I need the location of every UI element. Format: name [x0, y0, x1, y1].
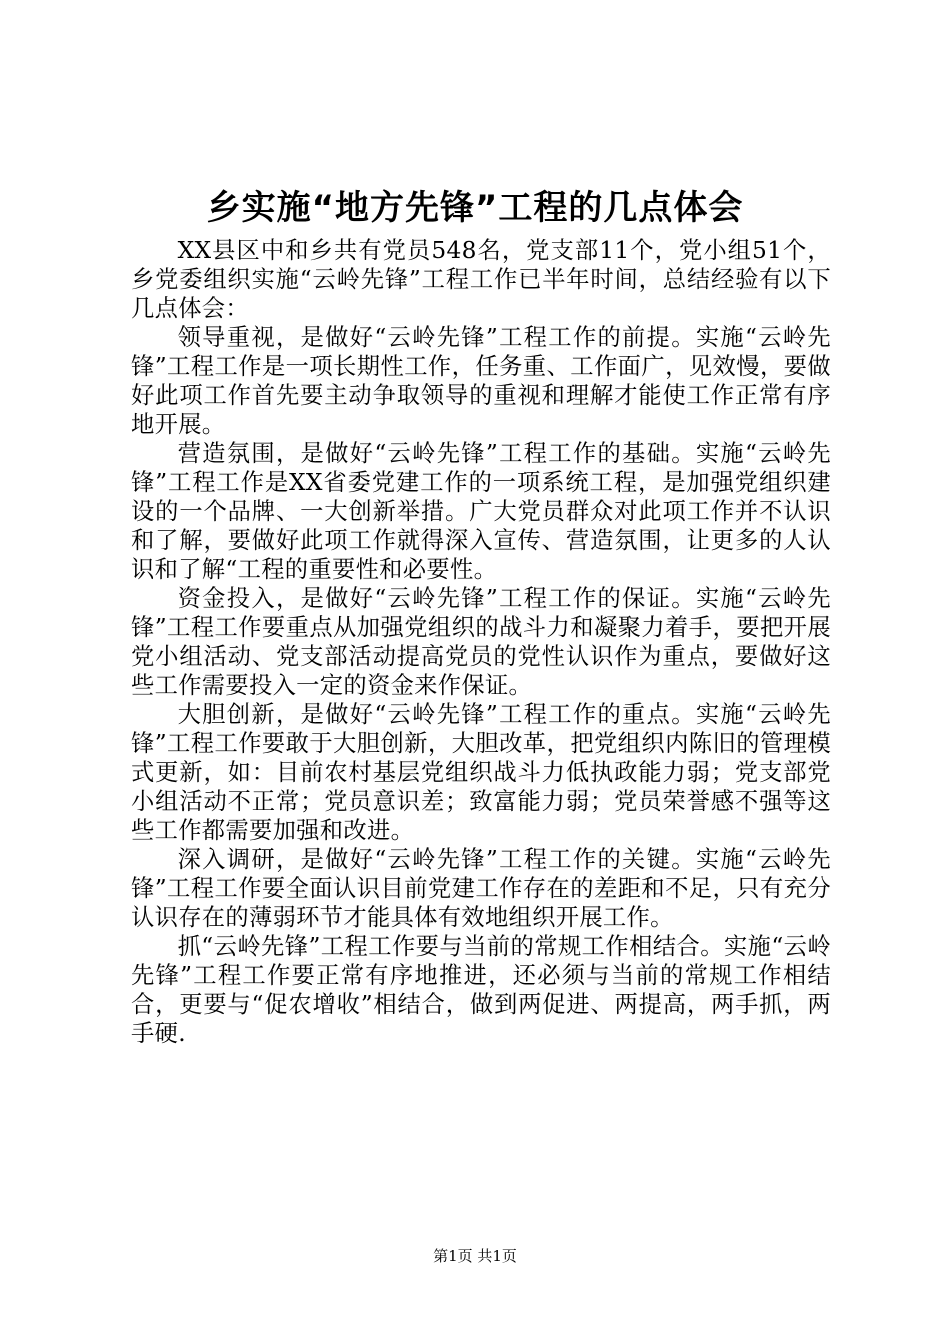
- paragraph-intro: XX县区中和乡共有党员548名，党支部11个，党小组51个，乡党委组织实施“云岭先锋”工程工作已半年时间，总结经验有以下几点体会：: [131, 237, 831, 322]
- paragraph-leadership: 领导重视，是做好“云岭先锋”工程工作的前提。实施“云岭先锋”工程工作是一项长期性工作，任务重、工作面广，见效慢，要做好此项工作首先要主动争取领导的重视和理解才能使工作正常有序地开展。: [131, 324, 831, 438]
- page-footer: 第1页 共1页: [433, 1247, 517, 1265]
- paragraph-integration: 抓“云岭先锋”工程工作要与当前的常规工作相结合。实施“云岭先锋”工程工作要正常有序地推进，还必须与当前的常规工作相结合，更要与“促农增收”相结合，做到两促进、两提高，两手抓，两手硬.: [131, 933, 831, 1047]
- paragraph-innovation: 大胆创新，是做好“云岭先锋”工程工作的重点。实施“云岭先锋”工程工作要敢于大胆创新，大胆改革，把党组织内陈旧的管理模式更新，如：目前农村基层党组织战斗力低执政能力弱；党支部党小组活动不正常；党员意识差；致富能力弱；党员荣誉感不强等这些工作都需要加强和改进。: [131, 701, 831, 844]
- document-title: 乡实施“地方先锋”工程的几点体会: [206, 188, 744, 228]
- paragraph-research: 深入调研，是做好“云岭先锋”工程工作的关键。实施“云岭先锋”工程工作要全面认识目前党建工作存在的差距和不足，只有充分认识存在的薄弱环节才能具体有效地组织开展工作。: [131, 846, 831, 931]
- paragraph-atmosphere: 营造氛围，是做好“云岭先锋”工程工作的基础。实施“云岭先锋”工程工作是XX省委党建工作的一项系统工程，是加强党组织建设的一个品牌、一大创新举措。广大党员群众对此项工作并不认识和了解，要做好此项工作就得深入宣传、营造氛围，让更多的人认识和了解“工程的重要性和必要性。: [131, 440, 831, 583]
- document-body: [131, 236, 831, 1048]
- paragraph-funding: 资金投入，是做好“云岭先锋”工程工作的保证。实施“云岭先锋”工程工作要重点从加强党组织的战斗力和凝聚力着手，要把开展党小组活动、党支部活动提高党员的党性认识作为重点，要做好这些工作需要投入一定的资金来作保证。: [131, 585, 831, 699]
